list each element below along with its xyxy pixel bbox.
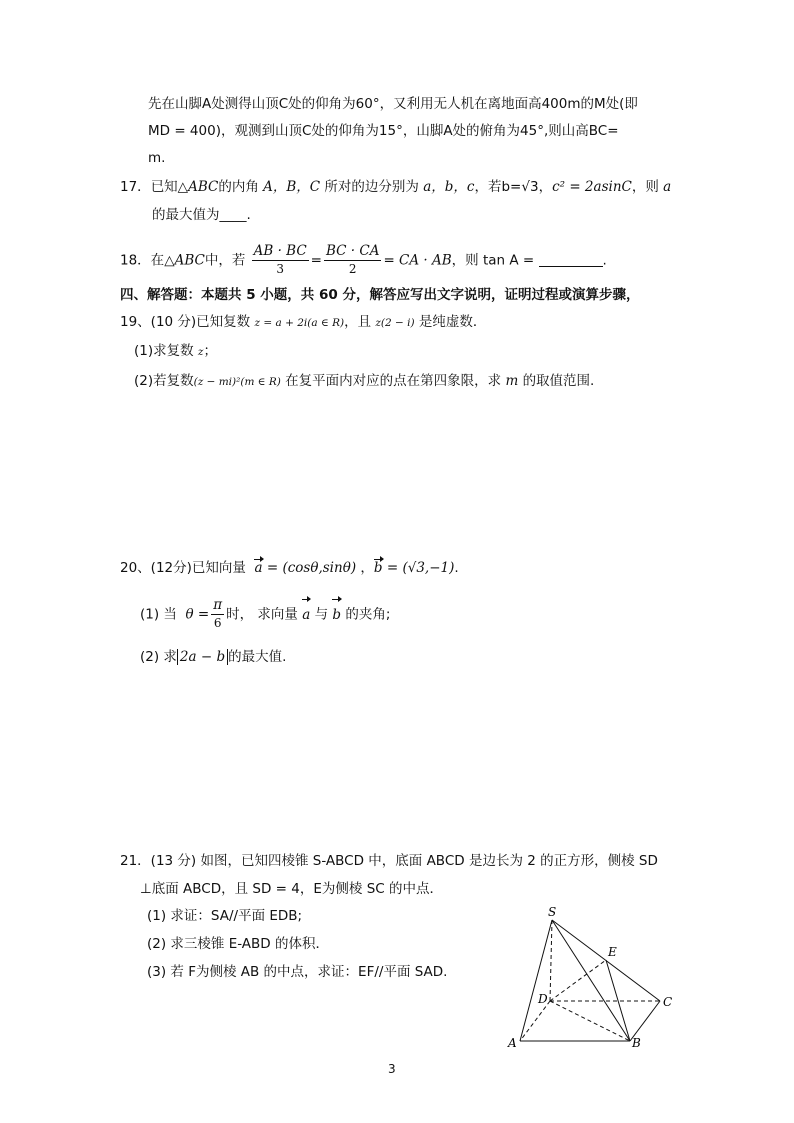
edge-DE [550, 960, 606, 1001]
q18-line: 18．在△ABC中，若 $\frac{AB \cdot BC}{3}$ = $\frac{BC \cdot CA}{2}$ = CA · AB，则 tan A = . [120, 243, 607, 276]
label-E: E [608, 945, 617, 959]
q17-condition-c: c² = 2asinC [552, 179, 632, 195]
edge-SD [550, 920, 552, 1001]
q20-abs-expression: 2a − b [177, 649, 228, 665]
q18-fraction-1: $\frac{AB \cdot BC}{3}$ [253, 243, 307, 276]
pyramid-figure [500, 906, 690, 1051]
edge-DA [520, 1001, 550, 1041]
q19-z-definition: z = a + 2i(a ∈ R) [254, 317, 345, 329]
label-B: B [632, 1036, 641, 1050]
edge-SA [520, 920, 552, 1041]
q17-line2: 的最大值为____. [152, 207, 251, 223]
q20-stem: 20、(12分)已知向量 a = (cosθ,sinθ) ，b = (√3,−1). [120, 560, 459, 576]
label-S: S [548, 906, 557, 919]
q20-pi-over-6: $\frac{\pi}{6}$ [213, 597, 223, 630]
q21-part3: (3) 若 F为侧棱 AB 的中点，求证：EF//平面 SAD. [147, 964, 448, 980]
section-header: 四、解答题：本题共 5 小题，共 60 分，解答应写出文字说明，证明过程或演算步骤， [120, 287, 640, 303]
q18-fraction-2: $\frac{BC \cdot CA}{2}$ [325, 243, 380, 276]
q16-line3: m. [148, 150, 166, 166]
edge-BC [630, 1001, 660, 1041]
label-A: A [508, 1036, 517, 1050]
q21-part2: (2) 求三棱锥 E-ABD 的体积． [147, 936, 329, 952]
q19-part1: (1)求复数 z； [134, 343, 217, 359]
q19-part2: (2)若复数(z − mi)²(m ∈ R) 在复平面内对应的点在第四象限，求 m 的取值范围. [134, 373, 595, 389]
q20-part2: (2) 求 2a − b 的最大值. [140, 649, 287, 665]
page-number: 3 [388, 1062, 396, 1076]
q17-number: 17． [120, 179, 151, 195]
q17-condition-b: b=√3 [501, 179, 539, 195]
q21-line2: ⊥底面 ABCD，且 SD = 4，E为侧棱 SC 的中点． [140, 881, 443, 897]
q17-line1: 17．已知△ABC的内角 A，B，C 所对的边分别为 a，b，c，若b=√3，c² = 2asinC，则 a [120, 179, 672, 195]
q20-part1: (1) 当 θ = $\frac{\pi}{6}$ 时， 求向量 a 与 b 的夹角; [140, 597, 391, 630]
q16-line2: MD = 400)，观测到山顶C处的仰角为15°，山脚A处的俯角为45°,则山高BC= [148, 123, 619, 139]
q21-line1: 21．(13 分) 如图，已知四棱锥 S-ABCD 中，底面 ABCD 是边长为 2 的正方形，侧棱 SD [120, 853, 658, 869]
q18-answer-blank [539, 252, 603, 267]
edge-DB [550, 1001, 630, 1041]
q21-part1: (1) 求证：SA//平面 EDB; [147, 908, 303, 924]
edge-SB [552, 920, 630, 1041]
q16-line1: 先在山脚A处测得山顶C处的仰角为60°，又利用无人机在离地面高400m的M处(即 [148, 96, 638, 112]
q19-stem: 19、(10 分)已知复数 z = a + 2i(a ∈ R)，且 z(2 − i) 是纯虚数． [120, 314, 487, 330]
label-D: D [538, 992, 548, 1006]
q18-rhs: CA · AB [399, 252, 452, 269]
label-C: C [663, 995, 673, 1009]
